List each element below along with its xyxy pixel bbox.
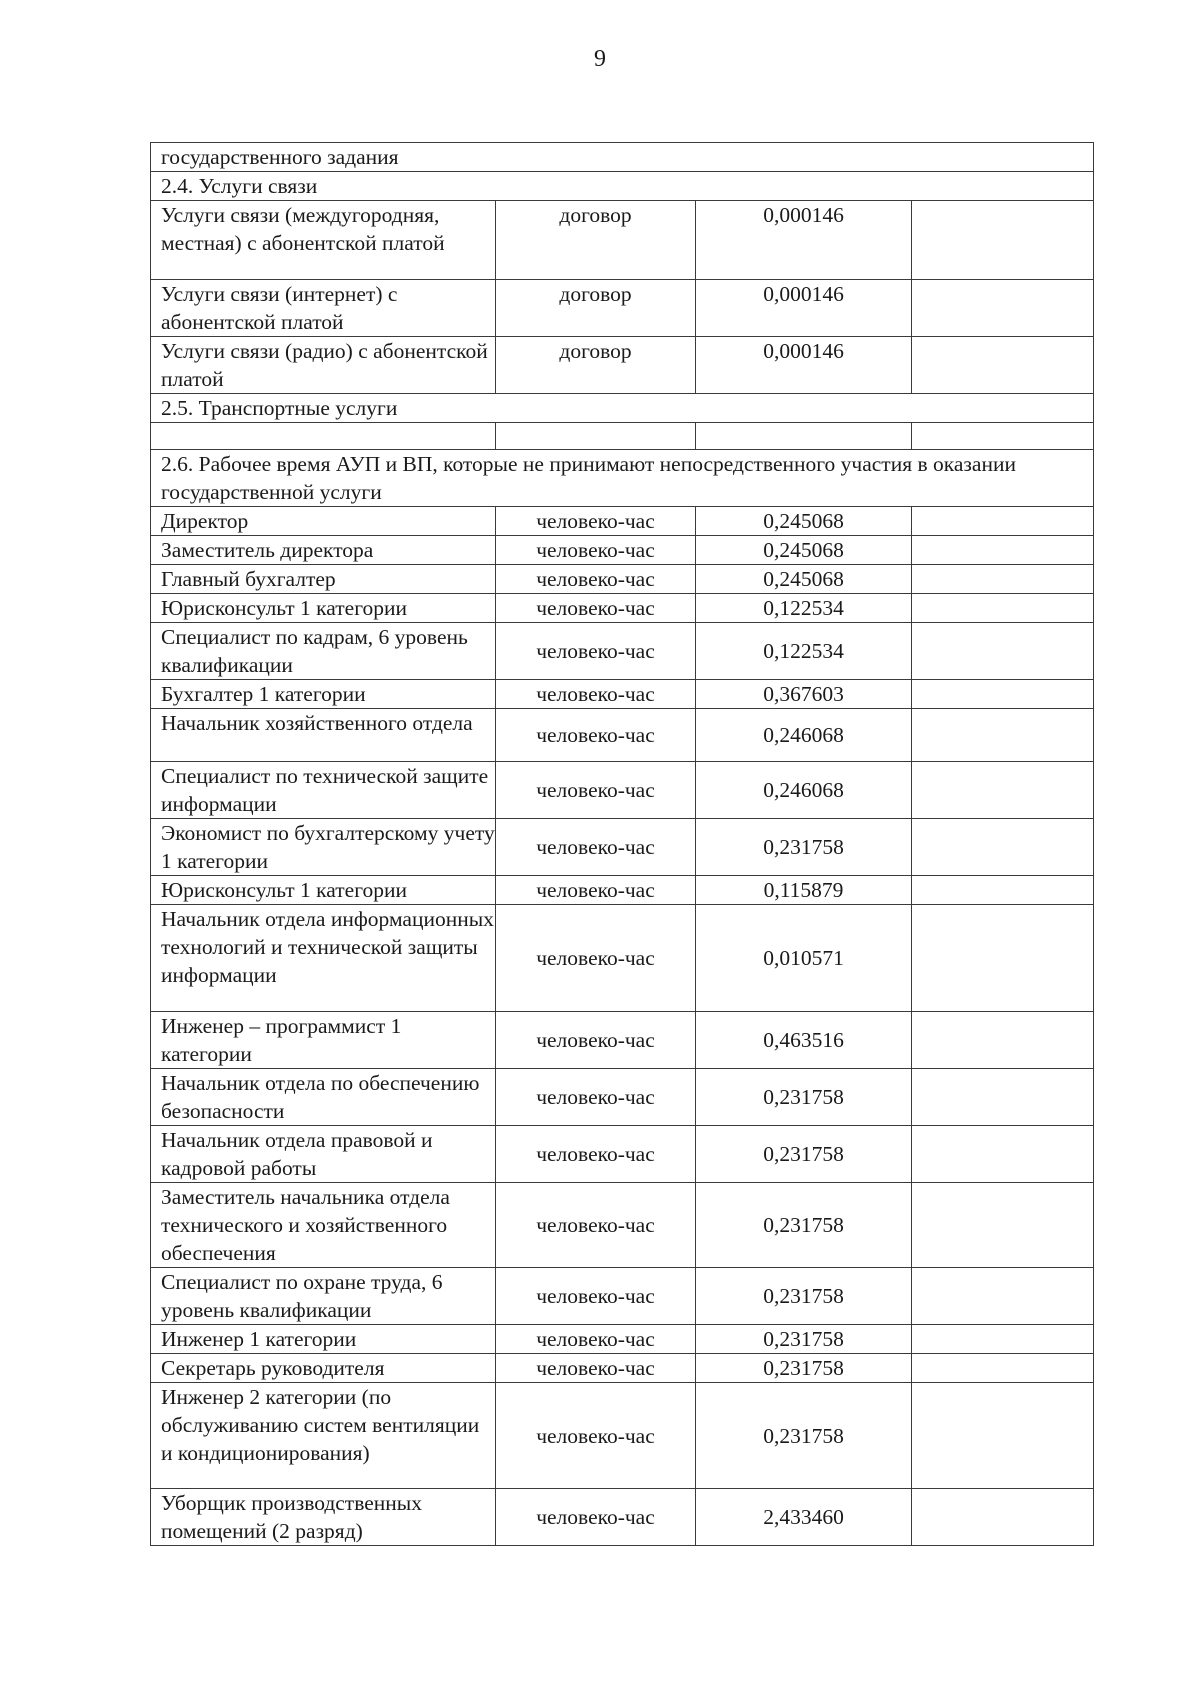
table-row [151, 680, 1094, 709]
position-name-cell: Директор [151, 507, 496, 536]
position-name-cell: Инженер 2 категории (по обслуживанию систем вентиляции и кондиционирования) [151, 1383, 496, 1489]
empty-cell [912, 709, 1094, 762]
table-row [151, 507, 1094, 536]
unit-cell: человеко-час [496, 905, 696, 1012]
unit-cell: человеко-час [496, 1489, 696, 1546]
norms-table [150, 142, 1094, 1546]
empty-cell [912, 201, 1094, 280]
service-name-cell: Услуги связи (интернет) с абонентской платой [151, 280, 496, 337]
section-heading-2-6: 2.6. Рабочее время АУП и ВП, которые не принимают непосредственного участия в оказании государственной услуги [151, 450, 1094, 507]
position-name-cell: Инженер – программист 1 категории [151, 1012, 496, 1069]
position-name-cell: Специалист по технической защите информации [151, 762, 496, 819]
value-cell: 0,231758 [696, 819, 912, 876]
unit-cell: человеко-час [496, 1325, 696, 1354]
unit-cell: человеко-час [496, 1069, 696, 1126]
position-name-cell: Экономист по бухгалтерскому учету 1 категории [151, 819, 496, 876]
norms-table-body [151, 143, 1094, 1546]
table-row [151, 337, 1094, 394]
position-name-cell: Секретарь руководителя [151, 1354, 496, 1383]
empty-cell [912, 623, 1094, 680]
table-row [151, 594, 1094, 623]
empty-cell [912, 594, 1094, 623]
empty-cell [912, 1183, 1094, 1268]
value-cell: 0,245068 [696, 507, 912, 536]
table-row [151, 762, 1094, 819]
table-row [151, 1012, 1094, 1069]
page-number: 9 [594, 46, 606, 72]
unit-cell: человеко-час [496, 1183, 696, 1268]
unit-cell: человеко-час [496, 507, 696, 536]
table-row [151, 1489, 1094, 1546]
empty-cell [912, 1489, 1094, 1546]
position-name-cell: Юрисконсульт 1 категории [151, 594, 496, 623]
position-name-cell: Заместитель директора [151, 536, 496, 565]
table-row [151, 1325, 1094, 1354]
position-name-cell: Уборщик производственных помещений (2 разряд) [151, 1489, 496, 1546]
value-cell: 0,231758 [696, 1069, 912, 1126]
table-row [151, 1069, 1094, 1126]
table-row [151, 905, 1094, 1012]
value-cell: 0,367603 [696, 680, 912, 709]
unit-cell: договор [496, 337, 696, 394]
value-cell: 0,115879 [696, 876, 912, 905]
table-row [151, 819, 1094, 876]
value-cell: 0,231758 [696, 1354, 912, 1383]
table-row [151, 536, 1094, 565]
value-cell: 0,246068 [696, 762, 912, 819]
section-heading-row [151, 450, 1094, 507]
value-cell: 0,463516 [696, 1012, 912, 1069]
section-heading-2-4: 2.4. Услуги связи [151, 172, 1094, 201]
position-name-cell: Инженер 1 категории [151, 1325, 496, 1354]
service-name-cell: Услуги связи (междугородняя, местная) с абонентской платой [151, 201, 496, 280]
table-row [151, 1354, 1094, 1383]
unit-cell: договор [496, 280, 696, 337]
position-name-cell: Начальник отдела по обеспечению безопасности [151, 1069, 496, 1126]
section-heading-row [151, 394, 1094, 423]
value-cell: 0,245068 [696, 536, 912, 565]
empty-cell [912, 1012, 1094, 1069]
empty-cell [912, 1383, 1094, 1489]
unit-cell: человеко-час [496, 1383, 696, 1489]
unit-cell: человеко-час [496, 1126, 696, 1183]
unit-cell: человеко-час [496, 876, 696, 905]
empty-cell [912, 905, 1094, 1012]
value-cell: 0,231758 [696, 1268, 912, 1325]
unit-cell: человеко-час [496, 623, 696, 680]
unit-cell: человеко-час [496, 594, 696, 623]
value-cell: 0,000146 [696, 280, 912, 337]
continuation-text: государственного задания [151, 143, 1094, 172]
position-name-cell: Начальник хозяйственного отдела [151, 709, 496, 762]
empty-cell [912, 280, 1094, 337]
empty-cell [912, 1325, 1094, 1354]
empty-cell [912, 1069, 1094, 1126]
unit-cell: человеко-час [496, 536, 696, 565]
position-name-cell: Начальник отдела информационных технологий и технической защиты информации [151, 905, 496, 1012]
value-cell: 0,122534 [696, 623, 912, 680]
value-cell: 0,231758 [696, 1126, 912, 1183]
empty-cell [912, 565, 1094, 594]
section-heading-2-5: 2.5. Транспортные услуги [151, 394, 1094, 423]
table-row [151, 623, 1094, 680]
empty-cell [696, 423, 912, 450]
empty-row [151, 423, 1094, 450]
empty-cell [912, 536, 1094, 565]
unit-cell: человеко-час [496, 709, 696, 762]
value-cell: 2,433460 [696, 1489, 912, 1546]
position-name-cell: Начальник отдела правовой и кадровой работы [151, 1126, 496, 1183]
unit-cell: человеко-час [496, 1268, 696, 1325]
empty-cell [912, 680, 1094, 709]
empty-cell [912, 423, 1094, 450]
table-row [151, 1268, 1094, 1325]
value-cell: 0,231758 [696, 1383, 912, 1489]
table-row [151, 201, 1094, 280]
value-cell: 0,231758 [696, 1325, 912, 1354]
empty-cell [912, 1126, 1094, 1183]
empty-cell [151, 423, 496, 450]
table-row [151, 565, 1094, 594]
unit-cell: договор [496, 201, 696, 280]
empty-cell [912, 1354, 1094, 1383]
table-row [151, 1383, 1094, 1489]
unit-cell: человеко-час [496, 680, 696, 709]
unit-cell: человеко-час [496, 1354, 696, 1383]
empty-cell [912, 876, 1094, 905]
continuation-row [151, 143, 1094, 172]
unit-cell: человеко-час [496, 762, 696, 819]
value-cell: 0,231758 [696, 1183, 912, 1268]
empty-cell [912, 507, 1094, 536]
table-row [151, 1183, 1094, 1268]
value-cell: 0,000146 [696, 201, 912, 280]
empty-cell [912, 1268, 1094, 1325]
section-heading-row [151, 172, 1094, 201]
value-cell: 0,000146 [696, 337, 912, 394]
table-row [151, 876, 1094, 905]
empty-cell [496, 423, 696, 450]
position-name-cell: Специалист по охране труда, 6 уровень квалификации [151, 1268, 496, 1325]
value-cell: 0,246068 [696, 709, 912, 762]
empty-cell [912, 337, 1094, 394]
service-name-cell: Услуги связи (радио) с абонентской платой [151, 337, 496, 394]
table-row [151, 709, 1094, 762]
table-row [151, 280, 1094, 337]
unit-cell: человеко-час [496, 1012, 696, 1069]
position-name-cell: Юрисконсульт 1 категории [151, 876, 496, 905]
position-name-cell: Специалист по кадрам, 6 уровень квалификации [151, 623, 496, 680]
unit-cell: человеко-час [496, 819, 696, 876]
value-cell: 0,122534 [696, 594, 912, 623]
table-row [151, 1126, 1094, 1183]
empty-cell [912, 819, 1094, 876]
position-name-cell: Заместитель начальника отдела технического и хозяйственного обеспечения [151, 1183, 496, 1268]
empty-cell [912, 762, 1094, 819]
unit-cell: человеко-час [496, 565, 696, 594]
position-name-cell: Главный бухгалтер [151, 565, 496, 594]
position-name-cell: Бухгалтер 1 категории [151, 680, 496, 709]
value-cell: 0,010571 [696, 905, 912, 1012]
value-cell: 0,245068 [696, 565, 912, 594]
